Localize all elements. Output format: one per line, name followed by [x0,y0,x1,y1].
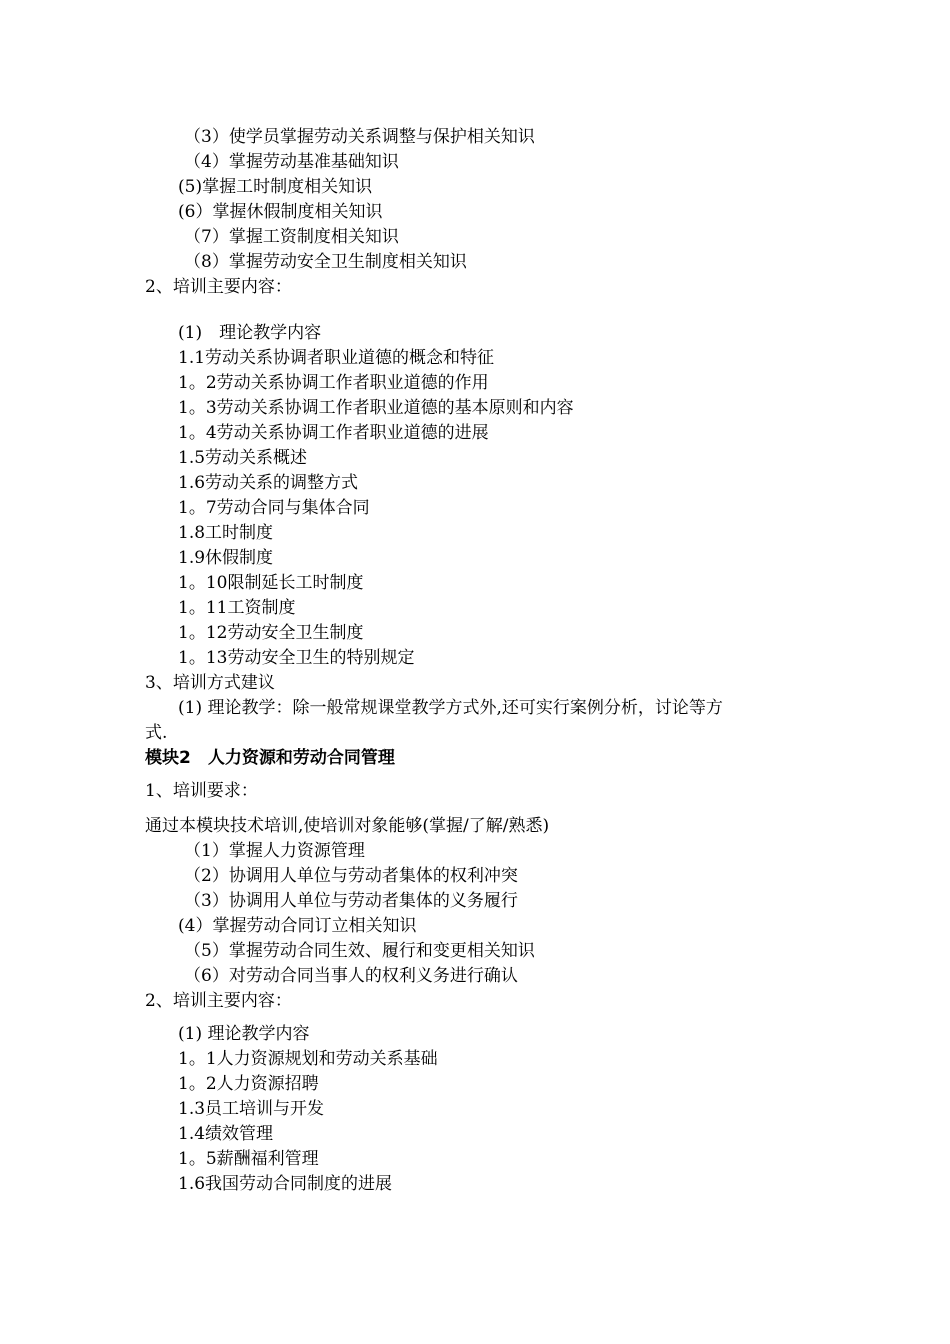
list-item: (4）掌握劳动合同订立相关知识 [178,916,417,936]
section-heading: 2、培训主要内容： [145,991,292,1011]
list-item: 1。2劳动关系协调工作者职业道德的作用 [178,373,489,393]
list-item: 1。4劳动关系协调工作者职业道德的进展 [178,423,489,443]
list-item: （2）协调用人单位与劳动者集体的权利冲突 [184,866,518,886]
list-item: （5）掌握劳动合同生效、履行和变更相关知识 [184,941,535,961]
list-item: 1.4绩效管理 [178,1124,274,1144]
list-item: 1.6我国劳动合同制度的进展 [178,1174,393,1194]
list-item: 1。11工资制度 [178,598,296,618]
list-item: 1。7劳动合同与集体合同 [178,498,370,518]
list-item: 1。12劳动安全卫生制度 [178,623,364,643]
list-item: （3）使学员掌握劳动关系调整与保护相关知识 [184,127,535,147]
paragraph-line: 通过本模块技术培训,使培训对象能够(掌握/了解/熟悉) [145,816,550,836]
section-heading: 3、培训方式建议 [145,673,275,693]
list-item: 1.1劳动关系协调者职业道德的概念和特征 [178,348,495,368]
section-heading: 1、培训要求： [145,781,258,801]
list-item: 1.3员工培训与开发 [178,1099,325,1119]
list-item: （7）掌握工资制度相关知识 [184,227,399,247]
module-title: 模块2 人力资源和劳动合同管理 [145,748,395,768]
paragraph-line: 式. [145,723,168,743]
list-item: 1。3劳动关系协调工作者职业道德的基本原则和内容 [178,398,574,418]
list-item: （3）协调用人单位与劳动者集体的义务履行 [184,891,518,911]
paragraph-line: (1) 理论教学：除一般常规课堂教学方式外,还可实行案例分析，讨论等方 [178,698,723,718]
list-item: 1。5薪酬福利管理 [178,1149,319,1169]
list-item: 1。1人力资源规划和劳动关系基础 [178,1049,438,1069]
list-item: (6）掌握休假制度相关知识 [178,202,383,222]
list-item: （4）掌握劳动基准基础知识 [184,152,399,172]
list-item: 1。2人力资源招聘 [178,1074,319,1094]
list-item: (5)掌握工时制度相关知识 [178,177,373,197]
list-item: 1。13劳动安全卫生的特别规定 [178,648,415,668]
list-item: （8）掌握劳动安全卫生制度相关知识 [184,252,467,272]
subsection-heading: (1) 理论教学内容 [178,1024,310,1044]
list-item: 1.8工时制度 [178,523,274,543]
list-item: （1）掌握人力资源管理 [184,841,365,861]
section-heading: 2、培训主要内容： [145,277,292,297]
list-item: 1。10限制延长工时制度 [178,573,364,593]
subsection-heading: (1) 理论教学内容 [178,323,322,343]
list-item: 1.5劳动关系概述 [178,448,308,468]
list-item: 1.9休假制度 [178,548,274,568]
list-item: 1.6劳动关系的调整方式 [178,473,359,493]
list-item: （6）对劳动合同当事人的权利义务进行确认 [184,966,518,986]
